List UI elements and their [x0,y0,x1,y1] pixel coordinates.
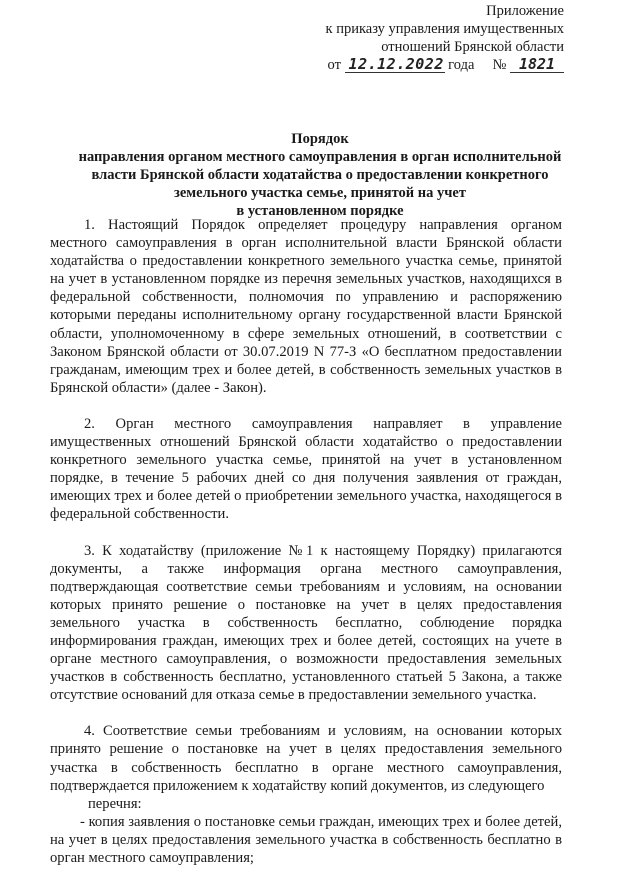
title-line-2: направления органом местного самоуправления в орган исполнительной [78,149,562,165]
year-label: года [448,57,475,73]
appendix-header [326,2,564,74]
title-line-1: Порядок [291,131,349,147]
paragraph-1: 1. Настоящий Порядок определяет процедуру направления органом местного самоуправления в орган исполнительной власти Брянской области ходатайства о предоставлении конкретного земельного участка семье, принятой на учет в установленном порядке из перечня земельных участков, находящихся в федеральной собственности, полномочия по управлению и распоряжению которыми переданы исполнительному органу государственной власти Брянской области, уполномоченному в сфере земельных отношений, в соответствии с Законом Брянской области от 30.07.2019 N 77-З «О бесплатном предоставлении гражданам, имеющим трех и более детей, в собственность земельных участков в Брянской области» (далее - Закон). [50,217,562,396]
paragraph-2: 2. Орган местного самоуправления направляет в управление имущественных отношений Брянской области ходатайство о предоставлении конкретного земельного участка семье, принятой на учет в установленном порядке, в течение 5 рабочих дней со дня получения заявления от граждан, имеющих трех и более детей о приобретении земельного участка, находящегося в федеральной собственности. [50,415,562,523]
number-label: № [492,57,507,73]
document-title [50,130,590,220]
title-line-3: власти Брянской области ходатайства о предоставлении конкретного [91,167,549,183]
document-body [50,216,562,867]
title-line-5: в установленном порядке [236,203,404,219]
paragraph-4-tail: перечня: [88,795,142,812]
paragraph-3: 3. К ходатайству (приложение №1 к настоящему Порядку) прилагаются документы, а также информация органа местного самоуправления, подтверждающая соответствие семьи требованиям и условиям, на основании которых принято решение о постановке на учет в целях предоставления земельного участка в собственность бесплатно, соблюдение порядка информирования граждан, имеющих трех и более детей, состоящих на учете в органе местного самоуправления, о возможности предоставления земельных участков в собственность бесплатно, установленного статьей 5 Закона, а также отсутствие оснований для отказа семье в предоставлении земельного участка. [50,542,562,704]
list-item-1: - копия заявления о постановке семьи граждан, имеющих трех и более детей, на учет в целях предоставления земельного участка в собственность бесплатно в орган местного самоуправления; [50,813,562,866]
title-line-4: земельного участка семье, принятой на учет [174,185,466,201]
order-number: 1821 [510,56,564,73]
paragraph-4: 4. Соответствие семьи требованиям и условиям, на основании которых принято решение о постановке на учет в целях предоставления земельного участка в собственность бесплатно в органе местного самоуправления, подтверждается приложением к ходатайству копий документов, из следующего [50,723,562,794]
order-date: 12.12.2022 [345,56,445,73]
appendix-label: Приложение [486,3,564,19]
order-reference: к приказу управления имущественных [325,21,564,37]
from-label: от [327,57,341,73]
department-name: отношений Брянской области [381,39,564,55]
date-number-line [326,56,564,74]
